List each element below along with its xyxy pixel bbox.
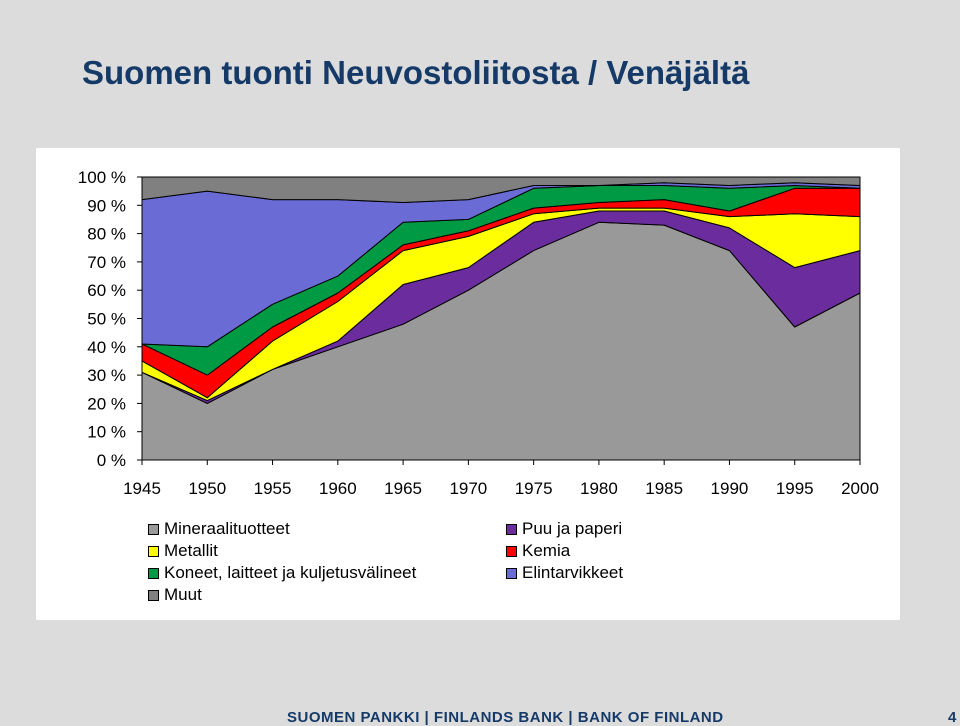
y-tick-label: 60 % bbox=[87, 281, 126, 301]
legend-label: Kemia bbox=[522, 541, 571, 560]
x-tick-label: 1980 bbox=[579, 479, 618, 498]
chart-legend bbox=[148, 518, 708, 606]
y-tick-label: 80 % bbox=[87, 224, 126, 244]
x-tick-label: 1995 bbox=[775, 479, 814, 498]
y-tick-label: 0 % bbox=[96, 451, 126, 470]
legend-swatch bbox=[148, 546, 159, 557]
y-tick-label: 50 % bbox=[87, 309, 126, 329]
y-tick-label: 30 % bbox=[87, 366, 126, 386]
legend-label: Metallit bbox=[164, 541, 218, 560]
legend-swatch bbox=[506, 568, 517, 579]
legend-item-koneet-laitteet-ja-kuljetusvalineet bbox=[148, 562, 506, 584]
x-tick-label: 1950 bbox=[188, 479, 227, 498]
x-tick-label: 1955 bbox=[253, 479, 292, 498]
legend-label: Puu ja paperi bbox=[522, 519, 623, 538]
legend-item-muut bbox=[148, 584, 506, 606]
page-number: 4 bbox=[948, 709, 957, 726]
legend-swatch bbox=[148, 568, 159, 579]
chart-panel bbox=[36, 148, 900, 620]
legend-swatch bbox=[148, 524, 159, 535]
legend-swatch bbox=[506, 524, 517, 535]
slide-title: Suomen tuonti Neuvostoliitosta / Venäjältä bbox=[82, 54, 750, 91]
legend-item-puu-ja-paperi bbox=[506, 518, 706, 540]
y-tick-label: 40 % bbox=[87, 337, 126, 357]
legend-swatch bbox=[506, 546, 517, 557]
x-tick-label: 1990 bbox=[710, 479, 749, 498]
x-tick-label: 1985 bbox=[645, 479, 684, 498]
legend-label: Koneet, laitteet ja kuljetusvälineet bbox=[164, 563, 417, 582]
x-tick-label: 1970 bbox=[449, 479, 488, 498]
y-tick-label: 100 % bbox=[77, 168, 126, 187]
legend-item-metallit bbox=[148, 540, 506, 562]
x-tick-label: 1965 bbox=[384, 479, 423, 498]
legend-label: Mineraalituotteet bbox=[164, 519, 290, 538]
y-tick-label: 90 % bbox=[87, 196, 126, 216]
legend-label: Muut bbox=[164, 585, 202, 604]
x-tick-label: 1945 bbox=[123, 479, 161, 498]
legend-label: Elintarvikkeet bbox=[522, 563, 624, 582]
y-tick-label: 20 % bbox=[87, 394, 126, 414]
y-tick-label: 10 % bbox=[87, 422, 126, 442]
x-tick-label: 1975 bbox=[514, 479, 553, 498]
y-tick-label: 70 % bbox=[87, 252, 126, 272]
legend-item-mineraalituotteet bbox=[148, 518, 506, 540]
x-tick-label: 1960 bbox=[318, 479, 357, 498]
legend-item-kemia bbox=[506, 540, 706, 562]
footer-text: SUOMEN PANKKI | FINLANDS BANK | BANK OF FINLAND bbox=[287, 709, 724, 726]
x-tick-label: 2000 bbox=[841, 479, 879, 498]
legend-item-elintarvikkeet bbox=[506, 562, 706, 584]
legend-swatch bbox=[148, 590, 159, 601]
